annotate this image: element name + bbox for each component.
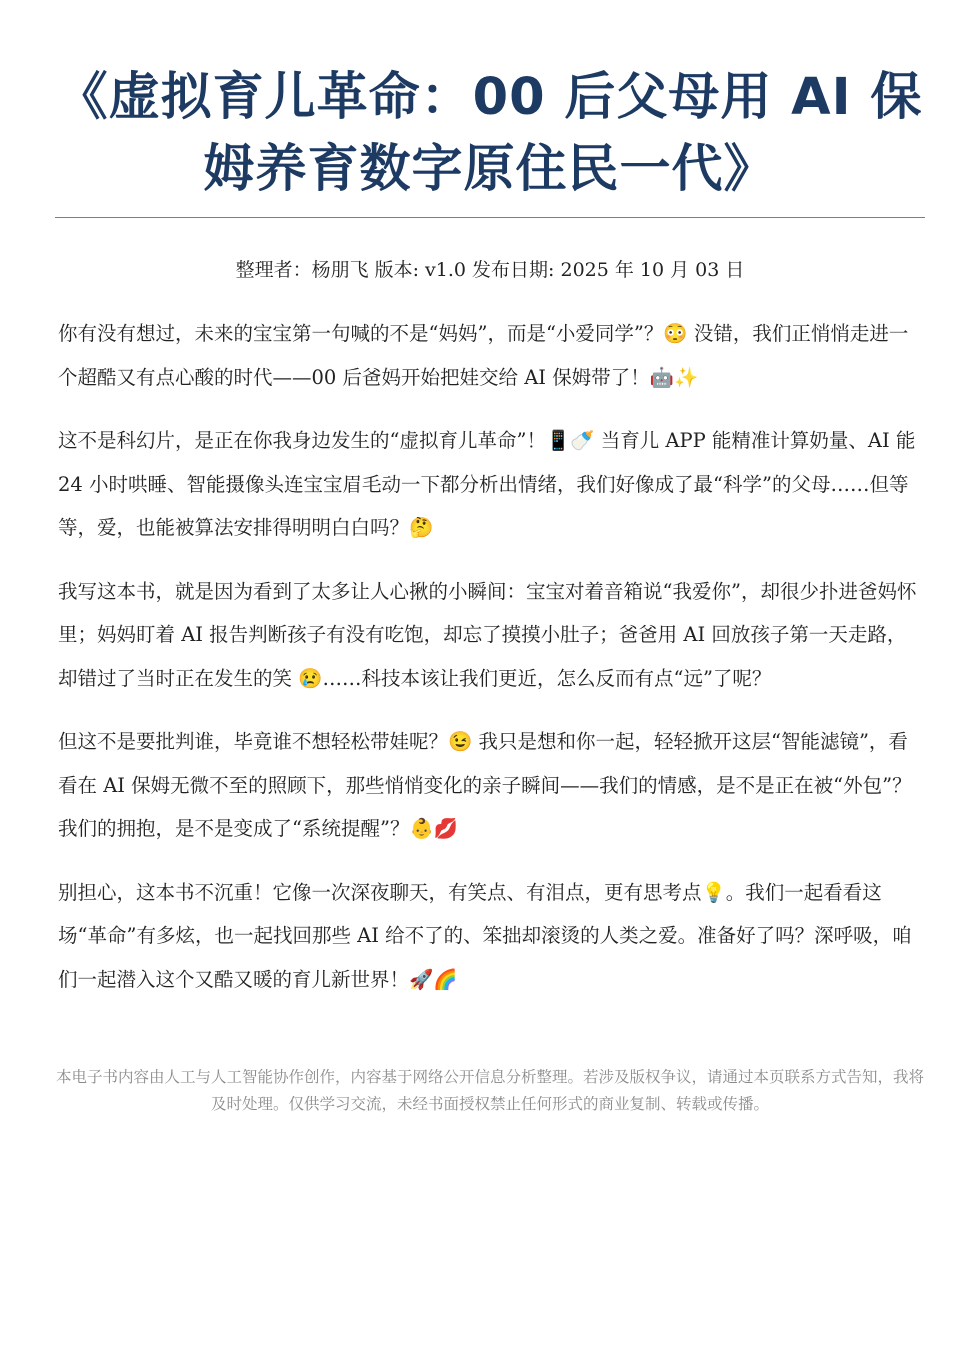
paragraph-4: 但这不是要批判谁，毕竟谁不想轻松带娃呢？😉 我只是想和你一起，轻轻掀开这层“智能滤镜”，看看在 AI 保姆无微不至的照顾下，那些悄悄变化的亲子瞬间——我们的情感，是不是正在被“外包”？我们的拥抱，是不是变成了“系统提醒”？👶💋 bbox=[58, 730, 912, 840]
paragraph-2: 这不是科幻片，是正在你我身边发生的“虚拟育儿革命”！📱🍼 当育儿 APP 能精准计算奶量、AI 能 24 小时哄睡、智能摄像头连宝宝眉毛动一下都分析出情绪，我们好像成了最“科学”的父母……但等等，爱，也能被算法安排得明明白白吗？🤔 bbox=[58, 429, 916, 539]
document-meta: 整理者：杨朋飞 版本: v1.0 发布日期: 2025 年 10 月 03 日 bbox=[235, 259, 745, 281]
document-title: 《虚拟育儿革命：00 后父母用 AI 保姆养育数字原住民一代》 bbox=[56, 68, 923, 199]
title-divider bbox=[55, 217, 925, 218]
paragraph-5: 别担心，这本书不沉重！它像一次深夜聊天，有笑点、有泪点，更有思考点💡。我们一起看看这场“革命”有多炫，也一起找回那些 AI 给不了的、笨拙却滚烫的人类之爱。准备好了吗？深呼吸，咱们一起潜入这个又酷又暖的育儿新世界！🚀🌈 bbox=[58, 880, 912, 991]
copyright-notice: 本电子书内容由人工与人工智能协作创作，内容基于网络公开信息分析整理。若涉及版权争议，请通过本页联系方式告知，我将及时处理。仅供学习交流，未经书面授权禁止任何形式的商业复制、转载或传播。 bbox=[55, 1068, 924, 1113]
paragraph-1: 你有没有想过，未来的宝宝第一句喊的不是“妈妈”，而是“小爱同学”？😳 没错，我们正悄悄走进一个超酷又有点心酸的时代——00 后爸妈开始把娃交给 AI 保姆带了！🤖✨ bbox=[58, 322, 909, 389]
document-body bbox=[58, 312, 920, 1021]
paragraph-3: 我写这本书，就是因为看到了太多让人心揪的小瞬间：宝宝对着音箱说“我爱你”，却很少扑进爸妈怀里；妈妈盯着 AI 报告判断孩子有没有吃饱，却忘了摸摸小肚子；爸爸用 AI 回放孩子第一天走路，却错过了当时正在发生的笑 😢……科技本该让我们更近，怎么反而有点“远”了呢？ bbox=[58, 579, 917, 690]
